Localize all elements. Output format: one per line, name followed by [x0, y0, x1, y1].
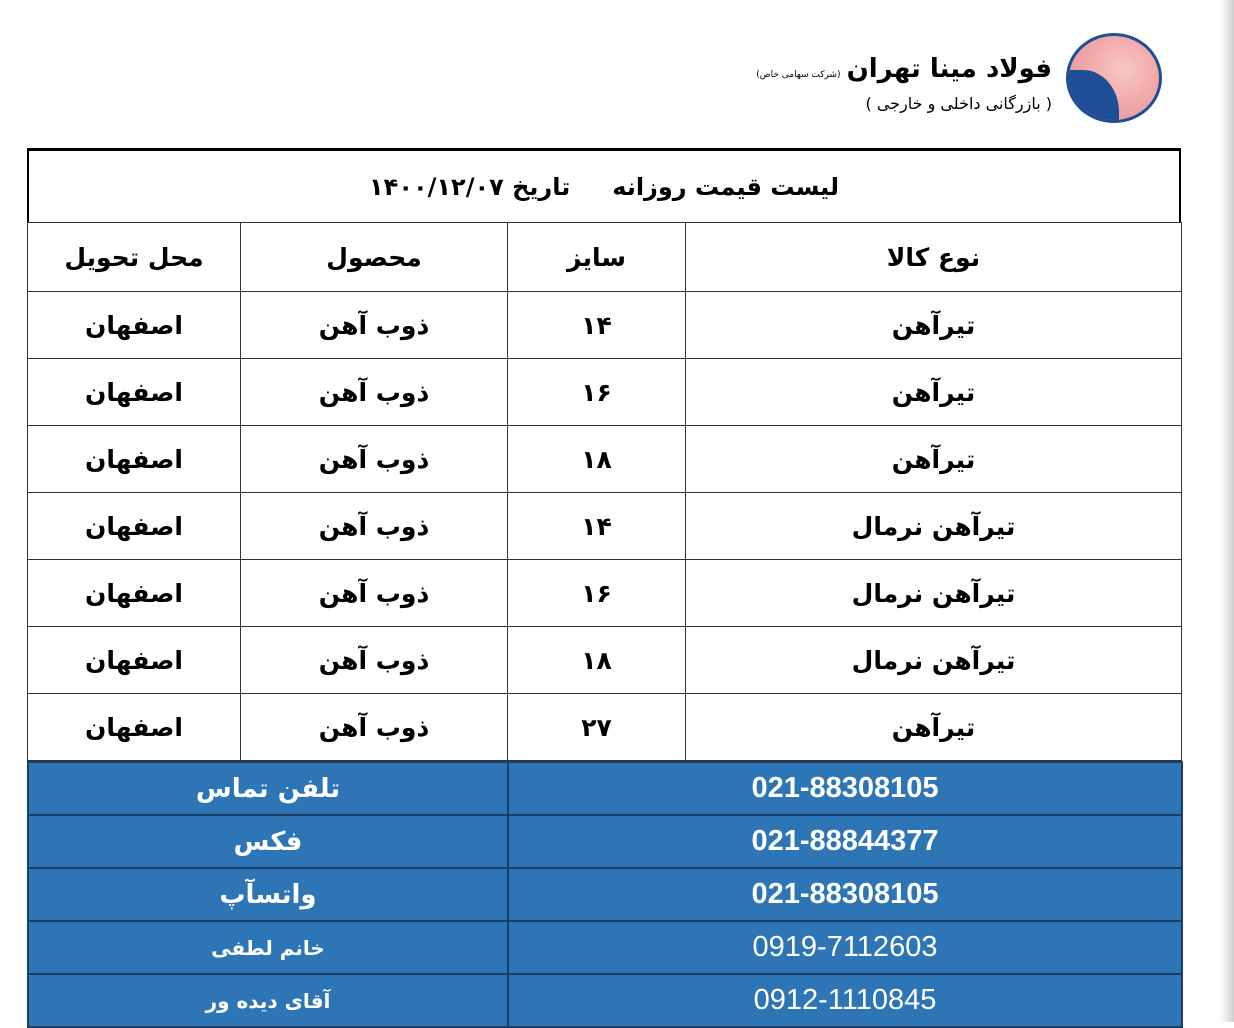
company-name-text: فولاد مینا تهران — [846, 54, 1052, 84]
column-header-size: سایز — [508, 223, 686, 292]
cell-size: ۱۶ — [508, 359, 686, 426]
column-header-product-type: نوع کالا — [686, 223, 1182, 292]
cell-delivery: اصفهان — [28, 694, 241, 761]
contact-number: 021-88844377 — [508, 815, 1182, 868]
cell-size: ۱۸ — [508, 426, 686, 493]
cell-size: ۱۴ — [508, 493, 686, 560]
cell-delivery: اصفهان — [28, 426, 241, 493]
cell-size: ۱۸ — [508, 627, 686, 694]
cell-type: تیرآهن — [686, 292, 1182, 359]
contact-label: تلفن تماس — [28, 762, 508, 815]
price-list-sheet — [27, 148, 1181, 1028]
contact-label: فکس — [28, 815, 508, 868]
title-label: لیست قیمت روزانه — [612, 172, 839, 201]
cell-delivery: اصفهان — [28, 359, 241, 426]
cell-type: تیرآهن نرمال — [686, 493, 1182, 560]
cell-delivery: اصفهان — [28, 627, 241, 694]
contact-label: واتسآپ — [28, 868, 508, 921]
cell-product: ذوب آهن — [241, 359, 508, 426]
price-list-title — [27, 148, 1181, 222]
contact-number: 0912-1110845 — [508, 974, 1182, 1027]
cell-size: ۱۶ — [508, 560, 686, 627]
cell-type: تیرآهن نرمال — [686, 560, 1182, 627]
cell-product: ذوب آهن — [241, 627, 508, 694]
cell-type: تیرآهن نرمال — [686, 627, 1182, 694]
cell-size: ۲۷ — [508, 694, 686, 761]
company-tagline: ( بازرگانی داخلی و خارجی ) — [865, 94, 1052, 113]
contact-label: آقای دیده ور — [28, 974, 508, 1027]
cell-product: ذوب آهن — [241, 493, 508, 560]
table-row — [28, 493, 1182, 560]
contact-table — [27, 761, 1183, 1028]
contact-row — [28, 974, 1182, 1027]
contact-row — [28, 921, 1182, 974]
contact-number: 021-88308105 — [508, 868, 1182, 921]
table-header-row — [28, 223, 1182, 292]
table-row — [28, 694, 1182, 761]
cell-type: تیرآهن — [686, 694, 1182, 761]
company-name — [756, 54, 1052, 84]
contact-number: 021-88308105 — [508, 762, 1182, 815]
table-row — [28, 426, 1182, 493]
table-row — [28, 359, 1182, 426]
table-row — [28, 292, 1182, 359]
contact-row — [28, 815, 1182, 868]
cell-size: ۱۴ — [508, 292, 686, 359]
cell-product: ذوب آهن — [241, 292, 508, 359]
page-edge-shadow — [1220, 0, 1234, 1022]
title-date: تاریخ ۱۴۰۰/۱۲/۰۷ — [369, 172, 571, 201]
column-header-delivery: محل تحویل — [28, 223, 241, 292]
cell-delivery: اصفهان — [28, 292, 241, 359]
cell-product: ذوب آهن — [241, 560, 508, 627]
cell-product: ذوب آهن — [241, 426, 508, 493]
company-logo — [1066, 33, 1162, 123]
company-type: (شرکت سهامی خاص) — [756, 70, 841, 80]
table-row — [28, 560, 1182, 627]
cell-delivery: اصفهان — [28, 560, 241, 627]
contact-row — [28, 868, 1182, 921]
contact-row — [28, 762, 1182, 815]
cell-product: ذوب آهن — [241, 694, 508, 761]
cell-delivery: اصفهان — [28, 493, 241, 560]
price-table — [27, 222, 1182, 761]
table-row — [28, 627, 1182, 694]
contact-number: 0919-7112603 — [508, 921, 1182, 974]
cell-type: تیرآهن — [686, 359, 1182, 426]
contact-label: خانم لطفی — [28, 921, 508, 974]
logo-wave-shape — [1066, 70, 1119, 123]
cell-type: تیرآهن — [686, 426, 1182, 493]
column-header-product: محصول — [241, 223, 508, 292]
